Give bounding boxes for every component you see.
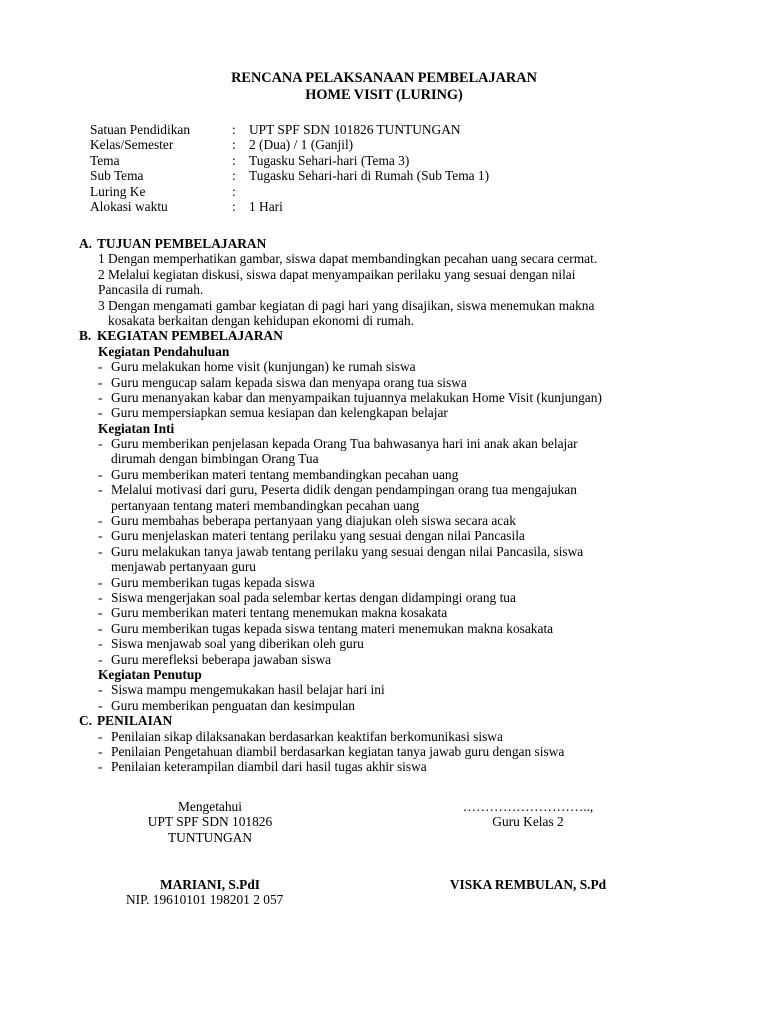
section-title: TUJUAN PEMBELAJARAN xyxy=(97,236,267,251)
inti-item xyxy=(79,621,719,636)
pendahuluan-item-text: Guru mengucap salam kepada siswa dan menyapa orang tua siswa xyxy=(111,374,467,390)
inti-item xyxy=(79,482,719,513)
info-row xyxy=(90,168,610,183)
subheading-inti: Kegiatan Inti xyxy=(98,420,175,436)
info-label: Sub Tema xyxy=(90,168,144,184)
info-label: Satuan Pendidikan xyxy=(90,122,191,137)
penilaian-item xyxy=(79,759,719,774)
info-row xyxy=(90,122,610,137)
inti-item xyxy=(79,467,719,482)
info-label: Kelas/Semester xyxy=(90,137,174,153)
inti-item-text: Siswa menjawab soal yang diberikan oleh guru xyxy=(111,636,364,652)
document-title: RENCANA PELAKSANAAN PEMBELAJARAN xyxy=(231,70,537,86)
bullet-dash: - xyxy=(98,682,103,698)
identity-table xyxy=(90,122,610,214)
bullet-dash: - xyxy=(98,374,103,390)
pendahuluan-item-text: Guru mempersiapkan semua kesiapan dan kelengkapan belajar xyxy=(111,405,448,421)
subheading-penutup: Kegiatan Penutup xyxy=(98,666,202,682)
pendahuluan-item-text: Guru melakukan home visit (kunjungan) ke rumah siswa xyxy=(111,359,416,375)
info-colon: : xyxy=(232,168,236,184)
penilaian-item-text: Penilaian keterampilan diambil dari hasil tugas akhir siswa xyxy=(111,759,427,775)
info-value: Tugasku Sehari-hari di Rumah (Sub Tema 1) xyxy=(249,168,490,184)
info-row xyxy=(90,199,610,214)
signature-left xyxy=(118,799,302,845)
penutup-item-text: Guru memberikan penguatan dan kesimpulan xyxy=(111,697,355,713)
inti-item-text: Guru memberikan tugas kepada siswa tentang materi menemukan makna kosakata xyxy=(111,620,554,636)
bullet-dash: - xyxy=(98,759,103,775)
objective-item-continued: Pancasila di rumah. xyxy=(98,282,204,298)
section-letter: A. xyxy=(79,236,93,251)
bullet-dash: - xyxy=(98,589,103,605)
info-value: Tugasku Sehari-hari (Tema 3) xyxy=(249,152,410,168)
section-heading-tujuan xyxy=(79,236,719,251)
bullet-dash: - xyxy=(98,436,103,452)
inti-item xyxy=(79,652,719,667)
penilaian-item-text: Penilaian sikap dilaksanakan berdasarkan keaktifan berkomunikasi siswa xyxy=(111,728,503,744)
inti-item-text: pertanyaan tentang materi membandingkan pecahan uang xyxy=(111,497,420,513)
info-colon: : xyxy=(232,122,236,137)
inti-item xyxy=(79,544,719,575)
objective-item-continued: kosakata berkaitan dengan kehidupan ekonomi di rumah. xyxy=(108,312,415,328)
sig-right-place-date: ……………………….., xyxy=(462,799,594,814)
section-heading-penilaian xyxy=(79,713,719,728)
sig-left-school: UPT SPF SDN 101826 xyxy=(147,814,273,830)
pendahuluan-item xyxy=(79,390,719,405)
info-value: UPT SPF SDN 101826 TUNTUNGAN xyxy=(249,122,461,137)
pendahuluan-item-text: Guru menanyakan kabar dan menyampaikan tujuannya melakukan Home Visit (kunjungan) xyxy=(111,389,602,405)
penutup-item xyxy=(79,682,719,697)
document-subtitle: HOME VISIT (LURING) xyxy=(305,87,463,103)
inti-item-text: Melalui motivasi dari guru, Peserta didik dengan pendampingan orang tua mengajukan xyxy=(111,482,577,498)
inti-item-text: dirumah dengan bimbingan Orang Tua xyxy=(111,451,319,467)
info-row xyxy=(90,184,610,199)
bullet-dash: - xyxy=(98,389,103,405)
bullet-dash: - xyxy=(98,543,103,559)
info-colon: : xyxy=(232,137,236,153)
bullet-dash: - xyxy=(98,513,103,529)
sig-left-name: MARIANI, S.PdI xyxy=(159,877,261,892)
inti-item-text: Guru memberikan penjelasan kepada Orang Tua bahwasanya hari ini anak akan belajar xyxy=(111,436,578,452)
bullet-dash: - xyxy=(98,620,103,636)
section-title: KEGIATAN PEMBELAJARAN xyxy=(97,328,283,344)
inti-item xyxy=(79,528,719,543)
inti-item-text: Guru memberikan tugas kepada siswa xyxy=(111,574,315,590)
inti-item-text: Guru membahas beberapa pertanyaan yang diajukan oleh siswa secara acak xyxy=(111,513,516,529)
info-label: Alokasi waktu xyxy=(90,198,168,214)
section-title: PENILAIAN xyxy=(97,713,173,729)
sig-right-name: VISKA REMBULAN, S.Pd xyxy=(449,877,607,892)
inti-item-text: Guru melakukan tanya jawab tentang perilaku yang sesuai dengan nilai Pancasila, siswa xyxy=(111,543,584,559)
bullet-dash: - xyxy=(98,636,103,652)
pendahuluan-item xyxy=(79,359,719,374)
bullet-dash: - xyxy=(98,405,103,421)
bullet-dash: - xyxy=(98,697,103,713)
subheading-pendahuluan: Kegiatan Pendahuluan xyxy=(98,343,230,359)
penilaian-item-text: Penilaian Pengetahuan diambil berdasarkan kegiatan tanya jawab guru dengan siswa xyxy=(111,743,565,759)
bullet-dash: - xyxy=(98,651,103,667)
inti-item-text: Guru merefleksi beberapa jawaban siswa xyxy=(111,651,332,667)
inti-item xyxy=(79,636,719,651)
sig-left-acknowledged: Mengetahui xyxy=(178,799,242,814)
inti-item-text: Guru memberikan materi tentang membandingkan pecahan uang xyxy=(111,466,459,482)
section-letter: B. xyxy=(79,328,92,344)
pendahuluan-item xyxy=(79,405,719,420)
info-value: 2 (Dua) / 1 (Ganjil) xyxy=(249,137,354,153)
inti-item-text: menjawab pertanyaan guru xyxy=(111,559,257,575)
penutup-item-text: Siswa mampu mengemukakan hasil belajar hari ini xyxy=(111,682,385,698)
bullet-dash: - xyxy=(98,359,103,375)
inti-item-text: Siswa mengerjakan soal pada selembar kertas dengan didampingi orang tua xyxy=(111,589,516,605)
objective-item: 1 Dengan memperhatikan gambar, siswa dapat membandingkan pecahan uang secara cermat. xyxy=(98,251,598,267)
inti-item xyxy=(79,436,719,467)
info-label: Tema xyxy=(90,152,120,168)
info-value: 1 Hari xyxy=(249,198,283,214)
inti-item-text: Guru memberikan materi tentang menemukan makna kosakata xyxy=(111,605,448,621)
info-label: Luring Ke xyxy=(90,183,146,199)
signature-right xyxy=(440,799,616,830)
objective-item: 2 Melalui kegiatan diskusi, siswa dapat menyampaikan perilaku yang sesuai dengan nilai xyxy=(98,266,576,282)
bullet-dash: - xyxy=(98,728,103,744)
section-heading-kegiatan xyxy=(79,328,719,343)
info-colon: : xyxy=(232,183,236,199)
bullet-dash: - xyxy=(98,574,103,590)
document-body xyxy=(79,236,719,775)
penutup-item xyxy=(79,698,719,713)
penilaian-item xyxy=(79,729,719,744)
bullet-dash: - xyxy=(98,743,103,759)
sig-left-location: TUNTUNGAN xyxy=(167,829,253,845)
bullet-dash: - xyxy=(98,528,103,544)
info-colon: : xyxy=(232,198,236,214)
inti-item xyxy=(79,605,719,620)
inti-item xyxy=(79,513,719,528)
inti-item-text: Guru menjelaskan materi tentang perilaku yang sesuai dengan nilai Pancasila xyxy=(111,528,525,544)
penilaian-item xyxy=(79,744,719,759)
signature-left-name xyxy=(118,877,302,892)
bullet-dash: - xyxy=(98,466,103,482)
inti-item xyxy=(79,590,719,605)
pendahuluan-item xyxy=(79,375,719,390)
signature-right-name xyxy=(430,877,626,892)
info-row xyxy=(90,137,610,152)
inti-item xyxy=(79,575,719,590)
bullet-dash: - xyxy=(98,482,103,498)
objectives-list xyxy=(79,251,719,328)
info-colon: : xyxy=(232,152,236,168)
sig-left-nip: NIP. 19610101 198201 2 057 xyxy=(126,892,284,907)
bullet-dash: - xyxy=(98,605,103,621)
section-letter: C. xyxy=(79,713,93,729)
objective-item: 3 Dengan mengamati gambar kegiatan di pagi hari yang disajikan, siswa menemukan makna xyxy=(98,297,595,313)
sig-right-role: Guru Kelas 2 xyxy=(492,814,564,830)
info-row xyxy=(90,153,610,168)
